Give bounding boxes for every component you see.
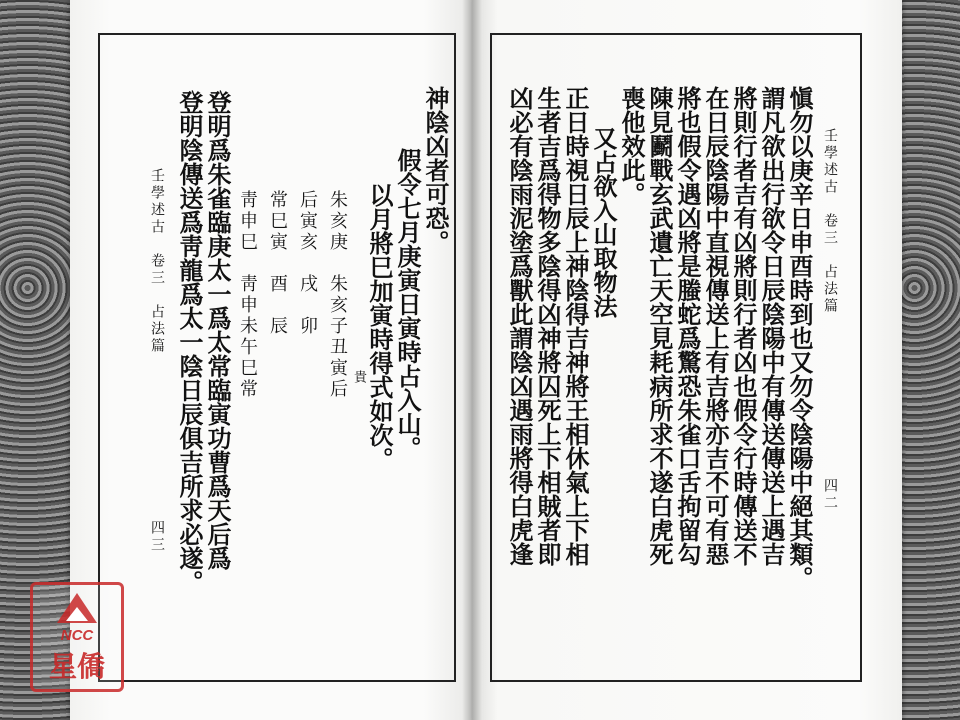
book-gutter	[462, 0, 482, 720]
right-column-3: 將則行者吉有凶將則行者凶也假令行時傳送不	[729, 86, 758, 566]
right-page-number: 四二	[822, 478, 838, 512]
left-column-5: 登明陰傳送爲靑龍爲太一陰日辰俱吉所求必遂。	[175, 90, 204, 594]
table-column-2: 后寅亥 戌 卯	[297, 190, 318, 337]
bleed-through-shading	[300, 100, 330, 202]
right-column-8: 又占欲入山取物法	[589, 126, 618, 318]
right-column-11: 凶必有陰雨泥塗爲獸此謂陰凶遇雨將得白虎逢	[505, 86, 534, 566]
table-column-4: 靑申巳 靑申未午巳常	[237, 190, 258, 400]
right-column-2: 謂凡欲出行欲令日辰陰陽中有傳送傳送上遇吉	[757, 86, 786, 566]
marker-gui: 貴	[351, 370, 366, 385]
book-cover-right-edge	[895, 0, 960, 720]
left-column-1: 神陰凶者可恐。	[421, 86, 450, 254]
right-header-title: 壬學述古 卷三 占法篇	[822, 128, 838, 315]
left-header-title: 壬學述古 卷三 占法篇	[149, 168, 165, 355]
left-column-3: 以月將巳加寅時得式如次。	[365, 183, 394, 471]
right-column-9: 正日時視日辰上神陰得吉神將王相休氣上下相	[561, 86, 590, 566]
stamp-name: 星僑	[48, 650, 105, 683]
table-column-3: 常巳寅 酉 辰	[267, 190, 288, 337]
right-column-4: 在日辰陰陽中直視傳送上有吉將亦吉不可有惡	[701, 86, 730, 566]
right-column-6: 陳見鬬戰玄武遺亡天空見耗病所求不遂白虎死	[645, 86, 674, 566]
left-column-4: 登明爲朱雀臨庚太一爲太常臨寅功曹爲天后爲	[203, 90, 232, 570]
ncc-stamp-logo	[30, 582, 124, 692]
left-page-number: 四三	[149, 520, 165, 554]
right-column-5: 將也假令遇凶將是螣蛇爲驚恐朱雀口舌拘留勾	[673, 86, 702, 566]
right-column-1: 愼勿以庚辛日申酉時到也又勿令陰陽中絕其類。	[785, 86, 814, 590]
table-column-1: 朱亥庚 朱亥子丑寅后	[327, 190, 348, 400]
right-column-10: 生者吉爲得物多陰得凶神將囚死上下相賊者即	[533, 86, 562, 566]
stamp-brand: NCC	[60, 627, 94, 644]
triangle-inner-icon	[66, 607, 88, 621]
right-column-7: 喪他效此。	[617, 86, 646, 206]
left-column-2: 假令七月庚寅日寅時占入山。	[393, 148, 422, 460]
